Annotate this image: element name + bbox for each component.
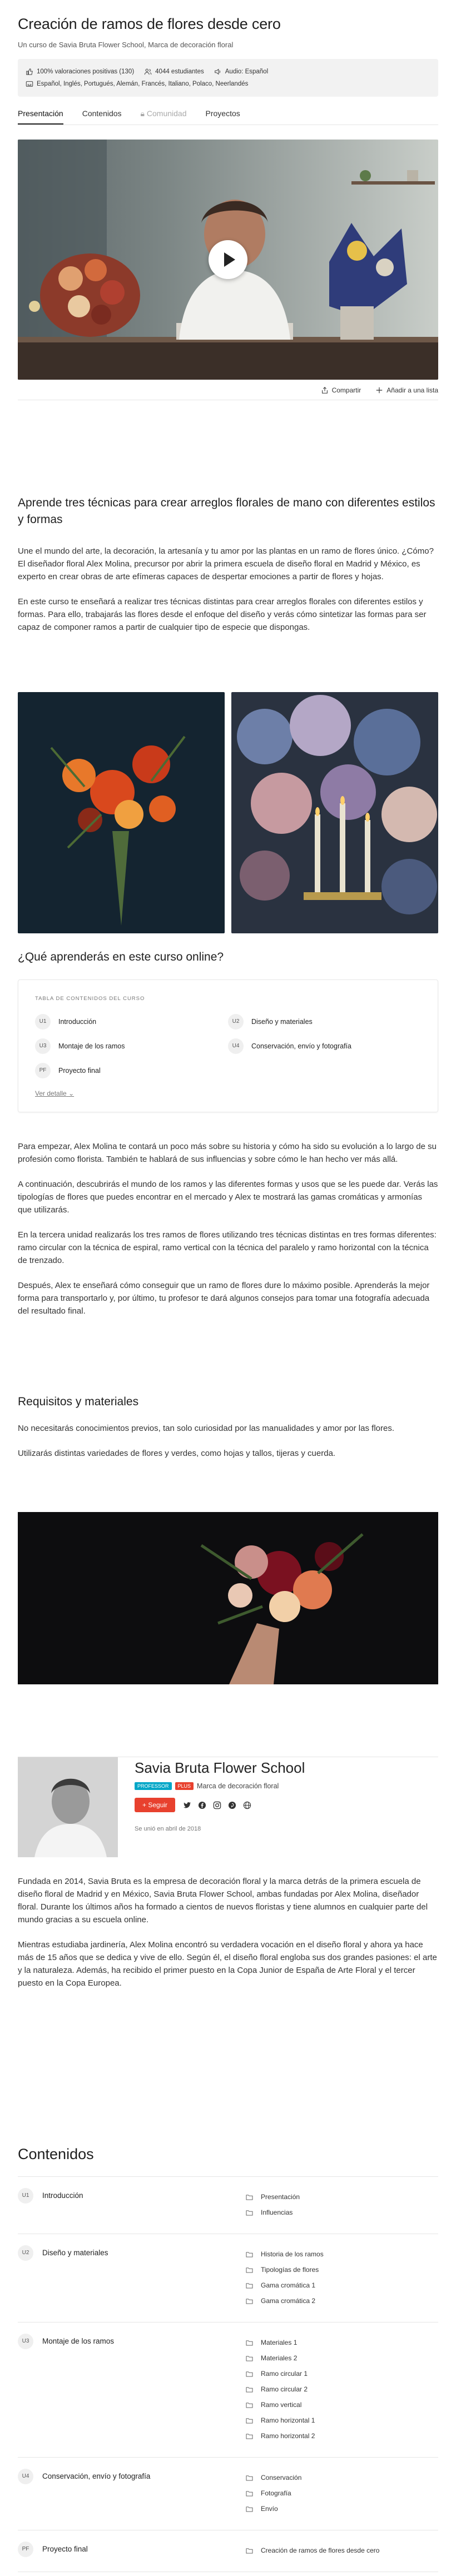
subtitles-icon — [26, 80, 33, 88]
tab-comunidad[interactable]: 🔒︎ Comunidad — [140, 109, 187, 118]
share-icon — [321, 386, 329, 394]
folder-icon — [246, 2251, 253, 2257]
share-button[interactable]: Compartir — [321, 386, 361, 394]
requirements-heading: Requisitos y materiales — [18, 1395, 139, 1408]
lesson-title: Tipologías de flores — [261, 2266, 319, 2274]
lesson-list — [246, 2543, 438, 2558]
lesson-title: Historia de los ramos — [261, 2250, 324, 2258]
candles-image — [231, 692, 438, 933]
bouquet-photo — [18, 1512, 438, 1684]
content-unit — [18, 2458, 438, 2530]
unit-number: PF — [18, 2542, 33, 2557]
toc-grid — [35, 1014, 421, 1078]
folder-icon — [246, 2194, 253, 2200]
teacher-link[interactable]: Savia Bruta Flower School — [58, 41, 144, 49]
lesson-item[interactable] — [246, 2381, 438, 2397]
unit-number: U4 — [228, 1038, 244, 1054]
lesson-item[interactable] — [246, 2205, 438, 2220]
plus-icon — [375, 386, 383, 394]
speaker-icon — [214, 68, 222, 76]
pinterest-icon[interactable] — [228, 1801, 236, 1809]
folder-icon — [246, 2371, 253, 2377]
content-unit — [18, 2530, 438, 2572]
requirements-paragraph: Utilizarás distintas variedades de flores y verdes, como hojas y tallos, tijeras y cuerda. — [18, 1449, 336, 1458]
lesson-list — [246, 2335, 438, 2444]
teacher-paragraph: Mientras estudiaba jardinería, Alex Molina encontró su verdadera vocación en el diseño floral y ahora ya hace más de 15 años que se dedica y vive de ello. Según él, el diseño floral engloba sus dos grandes pasiones: el arte y la naturaleza. Además, ha recibido el primer puesto en la Copa Junior de España de Arte Floral y el tercer puesto en la Copa Europea. — [18, 1940, 437, 1988]
instagram-icon[interactable] — [213, 1801, 221, 1809]
teacher-paragraph: Fundada en 2014, Savia Bruta es la empresa de decoración floral y la marca detrás de la primera escuela de diseño floral de Madrid y en México, Savia Bruta Flower School, ambas fundadas por Alex Molina, diseñador floral. Durante los últimos años ha formado a cientos de nuevos floristas y tiene alumnos en cualquier parte del mundo gracias a su escuela online. — [18, 1877, 428, 1924]
course-title: Creación de ramos de flores desde cero — [18, 16, 281, 32]
unit-number: U3 — [18, 2334, 33, 2349]
lesson-title: Ramo horizontal 1 — [261, 2416, 315, 2424]
thumbs-up-icon — [26, 68, 33, 76]
course-meta — [18, 59, 438, 97]
course-images — [18, 692, 438, 933]
lesson-item[interactable] — [246, 2366, 438, 2381]
course-actions — [18, 386, 438, 400]
lesson-title: Creación de ramos de flores desde cero — [261, 2547, 380, 2554]
unit-number: U3 — [35, 1038, 51, 1054]
lock-icon: 🔒︎ — [140, 109, 145, 118]
unit-number: U2 — [18, 2245, 33, 2261]
lesson-item[interactable] — [246, 2335, 438, 2350]
lesson-title: Gama cromática 1 — [261, 2281, 316, 2289]
unit-header[interactable] — [18, 2543, 246, 2558]
content-unit — [18, 2234, 438, 2323]
learn-section — [18, 951, 438, 1317]
bouquet-image — [18, 692, 225, 933]
see-details-link[interactable]: Ver detalle ⌄ — [35, 1090, 75, 1097]
unit-number: U1 — [35, 1014, 51, 1030]
social-links — [183, 1801, 251, 1809]
teacher-section — [18, 1757, 438, 1990]
lesson-title: Ramo horizontal 2 — [261, 2432, 315, 2440]
lesson-title: Gama cromática 2 — [261, 2297, 316, 2305]
lesson-item[interactable] — [246, 2262, 438, 2277]
folder-icon — [246, 2402, 253, 2408]
toc-item[interactable]: U2 Diseño y materiales — [228, 1014, 421, 1030]
lesson-item[interactable] — [246, 2413, 438, 2428]
lesson-title: Presentación — [261, 2193, 300, 2201]
contents-section — [18, 2146, 438, 2572]
toc-item[interactable]: U1 Introducción — [35, 1014, 228, 1030]
teacher-role: Marca de decoración floral — [197, 1782, 279, 1790]
teacher-photo — [18, 1757, 118, 1857]
tab-presentacion[interactable]: Presentación — [18, 109, 63, 125]
lesson-item[interactable] — [246, 2501, 438, 2517]
lesson-item[interactable] — [246, 2293, 438, 2309]
lesson-item[interactable] — [246, 2485, 438, 2501]
folder-icon — [246, 2548, 253, 2554]
intro-paragraph: Une el mundo del arte, la decoración, la artesanía y tu amor por las plantas en un ramo de flores único. ¿Cómo? El diseñador floral Alex Molina, precursor por abrir la primera escuela de diseño floral en Madrid y México, es experto en crear obras de arte efímeras capaces de despertar emociones a partir de flores y hojas. — [18, 546, 434, 581]
lesson-title: Ramo circular 1 — [261, 2370, 308, 2378]
unit-header[interactable] — [18, 2470, 246, 2517]
unit-title: Conservación, envío y fotografía — [42, 2472, 151, 2480]
unit-title: Introducción — [42, 2191, 83, 2200]
lesson-item[interactable] — [246, 2397, 438, 2413]
learn-paragraph: Para empezar, Alex Molina te contará un poco más sobre su historia y cómo ha sido su evolución a lo largo de su profesión como florista. También te hablará de sus influencias y sobre cómo le han hecho ver más allá. — [18, 1142, 437, 1164]
unit-number: U2 — [228, 1014, 244, 1030]
intro-section — [18, 495, 438, 634]
unit-number: U1 — [18, 2188, 33, 2204]
unit-number: PF — [35, 1063, 51, 1078]
lesson-title: Ramo vertical — [261, 2401, 302, 2409]
users-icon — [144, 68, 152, 76]
learn-heading: ¿Qué aprenderás en este curso online? — [18, 951, 224, 963]
twitter-icon[interactable] — [183, 1801, 191, 1809]
learn-paragraph: En la tercera unidad realizarás los tres ramos de flores utilizando tres técnicas distintas en tres formas diferentes: ramo circular con la técnica de espiral, ramo vertical con la técnica del paralelo y ramo horizontal con la técnica de trenzado. — [18, 1230, 437, 1265]
lesson-title: Materiales 1 — [261, 2339, 298, 2346]
folder-icon — [246, 2418, 253, 2424]
folder-icon — [246, 2355, 253, 2361]
plus-badge: PLUS — [175, 1782, 194, 1790]
unit-header[interactable] — [18, 2335, 246, 2444]
folder-icon — [246, 2433, 253, 2439]
unit-header[interactable] — [18, 2189, 246, 2220]
toc-item[interactable]: U4 Conservación, envío y fotografía — [228, 1038, 421, 1054]
toc-item[interactable]: U3 Montaje de los ramos — [35, 1038, 228, 1054]
lesson-title: Conservación — [261, 2474, 302, 2481]
course-video[interactable] — [18, 140, 438, 380]
folder-icon — [246, 2340, 253, 2346]
chevron-down-icon: ⌄ — [68, 1090, 75, 1097]
folder-icon — [246, 2210, 253, 2216]
course-tabs — [18, 109, 438, 125]
audio: Audio: Español — [214, 66, 268, 78]
learn-paragraph: Después, Alex te enseñará cómo conseguir que un ramo de flores dure lo máximo posible. Aprenderás la mejor forma para transportarlo y, por último, tu profesor te dará algunos consejos para tomar una fotografía adecuada del resultado final. — [18, 1281, 430, 1316]
teacher-badges — [135, 1782, 305, 1790]
lesson-title: Ramo circular 2 — [261, 2385, 308, 2393]
teacher-avatar[interactable] — [18, 1757, 118, 1857]
lesson-item[interactable] — [246, 2189, 438, 2205]
add-list-button[interactable]: Añadir a una lista — [375, 386, 438, 394]
unit-title: Montaje de los ramos — [42, 2337, 115, 2345]
folder-icon — [246, 2386, 253, 2393]
folder-icon — [246, 2490, 253, 2497]
tab-contenidos[interactable]: Contenidos — [82, 109, 122, 118]
lesson-title: Materiales 2 — [261, 2354, 298, 2362]
unit-title: Proyecto final — [42, 2545, 88, 2553]
requirements-section — [18, 1395, 438, 1460]
lesson-item[interactable] — [246, 2277, 438, 2293]
teacher-name[interactable]: Savia Bruta Flower School — [135, 1759, 305, 1776]
lesson-list — [246, 2189, 438, 2220]
ratings: 100% valoraciones positivas (130) — [26, 66, 134, 78]
intro-paragraph: En este curso te enseñará a realizar tres técnicas distintas para crear arreglos florales con diferentes estilos y formas. Para ello, trabajarás las flores desde el enfoque del diseño y verás cómo sintetizar las formas para ser capaz de componer ramos a partir de cualquier tipo de especie que dispongas. — [18, 597, 427, 632]
lesson-title: Envío — [261, 2505, 278, 2513]
toc-label: TABLA DE CONTENIDOS DEL CURSO — [35, 996, 145, 1002]
globe-icon[interactable] — [243, 1801, 251, 1809]
lesson-item[interactable] — [246, 2350, 438, 2366]
lesson-list — [246, 2470, 438, 2517]
requirements-paragraph: No necesitarás conocimientos previos, tan solo curiosidad por las manualidades y amor por las flores. — [18, 1424, 394, 1433]
unit-number: U4 — [18, 2469, 33, 2484]
content-unit — [18, 2323, 438, 2458]
folder-icon — [246, 2475, 253, 2481]
play-button[interactable] — [209, 240, 247, 279]
lesson-item[interactable] — [246, 2428, 438, 2444]
lesson-list — [246, 2246, 438, 2309]
lesson-title: Influencias — [261, 2209, 293, 2216]
lesson-item[interactable] — [246, 2543, 438, 2558]
intro-heading: Aprende tres técnicas para crear arreglos florales de mano con diferentes estilos y formas — [18, 496, 435, 526]
toc-item[interactable]: PF Proyecto final — [35, 1063, 228, 1078]
facebook-icon[interactable] — [198, 1801, 206, 1809]
folder-icon — [246, 2298, 253, 2304]
bouquet-hand-image — [18, 1512, 438, 1684]
lesson-title: Fotografía — [261, 2489, 291, 2497]
follow-button[interactable]: + Seguir — [135, 1798, 175, 1812]
folder-icon — [246, 2267, 253, 2273]
unit-header[interactable] — [18, 2246, 246, 2309]
tab-proyectos[interactable]: Proyectos — [205, 109, 240, 118]
joined-date: Se unió en abril de 2018 — [135, 1826, 201, 1832]
professor-badge: PROFESSOR — [135, 1782, 172, 1790]
content-unit — [18, 2176, 438, 2234]
units-list — [18, 2176, 438, 2572]
toc-card — [18, 979, 438, 1112]
lesson-item[interactable] — [246, 2470, 438, 2485]
folder-icon — [246, 2506, 253, 2512]
subtitles: Español, Inglés, Portugués, Alemán, Francés, Italiano, Polaco, Neerlandés — [26, 78, 248, 90]
students: 4044 estudiantes — [144, 66, 204, 78]
lesson-item[interactable] — [246, 2246, 438, 2262]
folder-icon — [246, 2282, 253, 2289]
course-subtitle: Un curso de Savia Bruta Flower School, Marca de decoración floral — [18, 41, 234, 49]
unit-title: Diseño y materiales — [42, 2249, 108, 2257]
contents-heading: Contenidos — [18, 2146, 94, 2162]
learn-paragraph: A continuación, descubrirás el mundo de los ramos y las diferentes formas y usos que se les puede dar. Verás las tipologías de flores que puedes encontrar en el mercado y Alex te mostrará las gamas cromáticas y armonías que utilizarás. — [18, 1180, 438, 1215]
